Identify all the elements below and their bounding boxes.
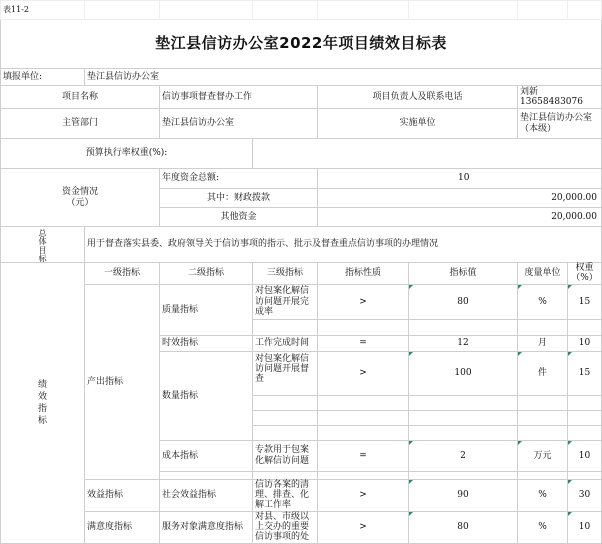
level2-quantity: 数量指标 [160,351,253,440]
timeliness-weight: 10 [568,335,602,351]
dept-label: 主管部门 [1,109,160,139]
quantity-nature: > [318,351,409,395]
quantity-value: 100 [409,351,518,395]
unit-name: 垫江县信访办公室 [85,69,602,86]
quality-nature: > [318,284,409,319]
leader-label: 项目负责人及联系电话 [318,86,518,109]
social-unit: % [518,479,568,511]
service-weight: 10 [568,511,602,543]
sheet-tag: 表11-2 [1,1,85,20]
timeliness-indicator: 工作完成时间 [253,335,318,351]
goal-label: 总 体 目 标 [1,227,85,263]
funds-label [1,169,160,227]
cost-value: 2 [409,440,518,471]
header-level1: 一级指标 [85,263,160,285]
cost-indicator: 专款用于包案化解信访问题 [253,440,318,471]
level2-quality: 质量指标 [160,284,253,335]
leader-value: 刘新13658483076 [518,86,602,109]
performance-label: 绩 效 指 标 [1,263,85,544]
service-nature: > [318,511,409,543]
service-unit: % [518,511,568,543]
unit-label: 填报单位: [1,69,85,86]
timeliness-value: 12 [409,335,518,351]
quantity-weight: 15 [568,351,602,395]
project-name-value: 信访事项督查督办工作 [160,86,318,109]
level1-benefit: 效益指标 [85,479,160,511]
funds-other-label: 其他资金 [160,208,318,227]
dept-value: 垫江县信访办公室 [160,109,318,139]
quantity-unit: 件 [518,351,568,395]
level1-output: 产出指标 [85,284,160,479]
quantity-indicator: 对包案化解信访问题开展督查 [253,351,318,395]
budget-weight-label: 预算执行率权重(%): [1,139,253,169]
budget-weight-value [253,139,602,169]
page-title: 垫江县信访办公室2022年项目绩效目标表 [1,20,602,69]
header-level2: 二级指标 [160,263,253,285]
funds-total-value: 10 [318,169,602,189]
funds-total-label: 年度资金总额: [160,169,318,189]
level2-social: 社会效益指标 [160,479,253,511]
funds-label-line2: （元） [66,197,94,208]
level2-cost: 成本指标 [160,440,253,471]
impl-label: 实施单位 [318,109,518,139]
social-indicator: 信访各案的清理、排查、化解工作率 [253,479,318,511]
level2-service: 服务对象满意度指标 [160,511,253,543]
level1-satisfaction: 满意度指标 [85,511,160,543]
level2-timeliness: 时效指标 [160,335,253,351]
goal-text: 用于督查落实县委、政府领导关于信访事项的指示、批示及督查重点信访事项的办理情况 [85,227,602,263]
timeliness-unit: 月 [518,335,568,351]
header-nature: 指标性质 [318,263,409,285]
quality-unit: % [518,284,568,319]
funds-label-line1: 资金情况 [61,187,98,198]
cost-weight: 10 [568,440,602,471]
funds-fiscal-value: 20,000.00 [318,189,602,208]
service-indicator: 对县、市级以上交办的重要信访事项的处 [253,511,318,543]
social-weight: 30 [568,479,602,511]
cost-unit: 万元 [518,440,568,471]
funds-fiscal-label: 其中：财政拨款 [160,189,318,208]
cost-nature: = [318,440,409,471]
quality-weight: 15 [568,284,602,319]
timeliness-nature: = [318,335,409,351]
header-unit: 度量单位 [518,263,568,285]
funds-other-value: 20,000.00 [318,208,602,227]
header-level3: 三级指标 [253,263,318,285]
project-name-label: 项目名称 [1,86,160,109]
social-nature: > [318,479,409,511]
social-value: 90 [409,479,518,511]
header-weight: 权重（%） [568,263,602,285]
quality-value: 80 [409,284,518,319]
impl-value: 垫江县信访办公室（本级） [518,109,602,139]
header-value: 指标值 [409,263,518,285]
service-value: 80 [409,511,518,543]
quality-indicator: 对包案化解信访问题开展完成率 [253,284,318,319]
